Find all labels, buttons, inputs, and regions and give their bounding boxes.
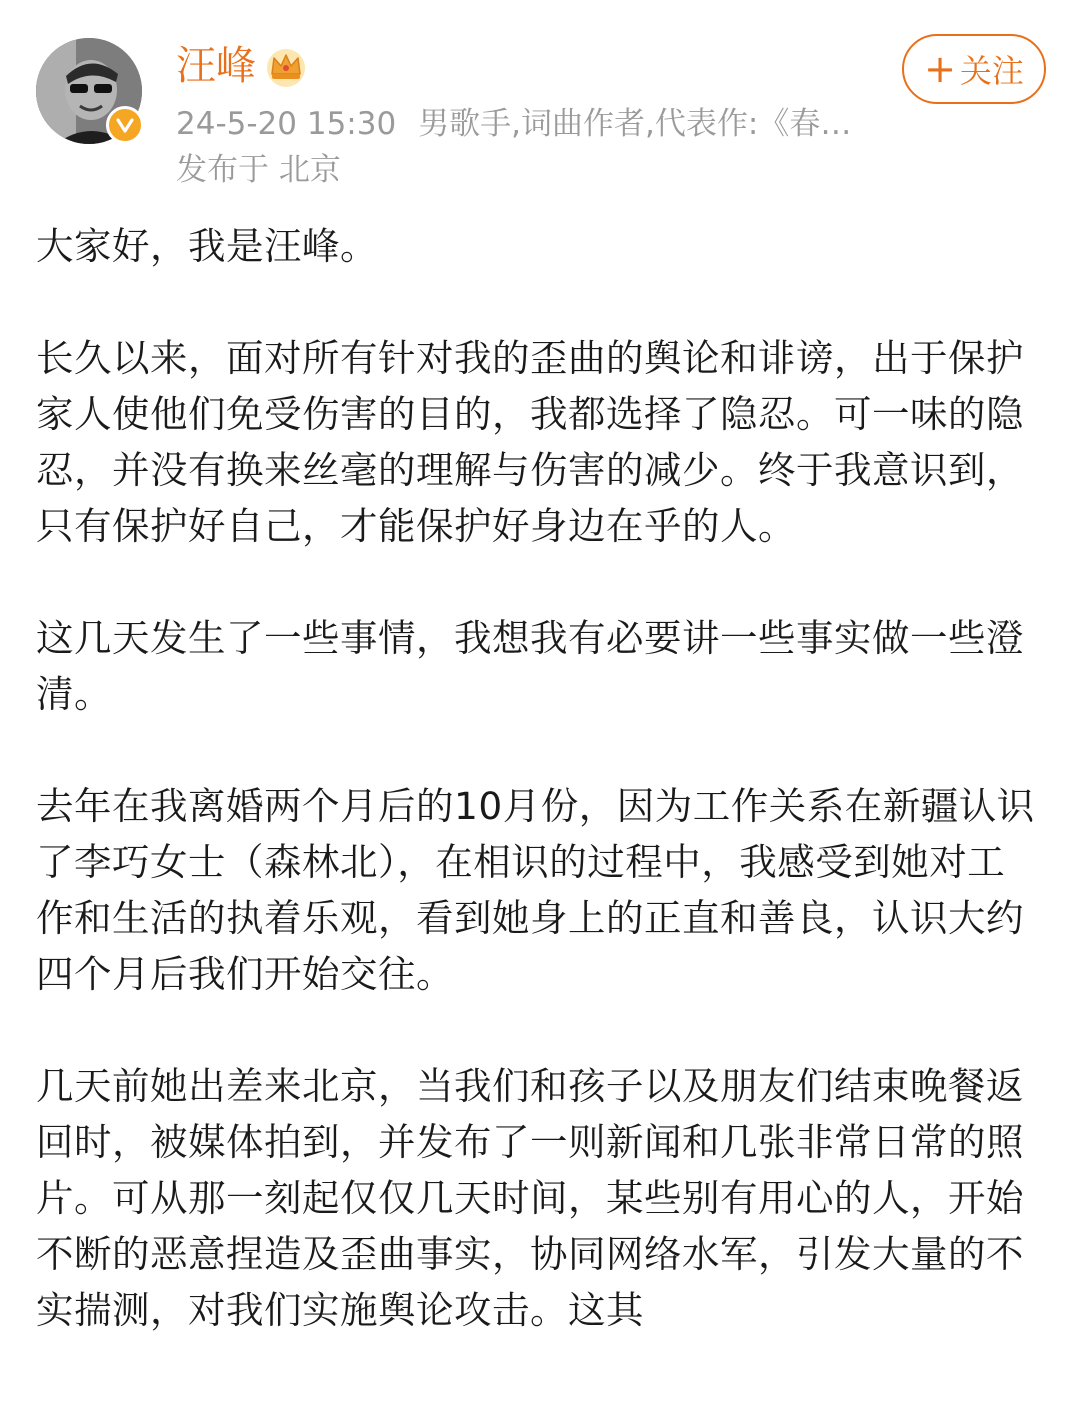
- post-paragraph: 这几天发生了一些事情，我想我有必要讲一些事实做一些澄清。: [36, 616, 1024, 716]
- user-name[interactable]: 汪峰: [176, 43, 256, 89]
- verified-badge-icon: [106, 106, 144, 144]
- crown-icon: [262, 44, 310, 88]
- post-paragraph: 大家好，我是汪峰。: [36, 224, 378, 268]
- follow-button[interactable]: [902, 34, 1046, 104]
- post-paragraph: 去年在我离婚两个月后的10月份，因为工作关系在新疆认识了李巧女士（森林北），在相识的过程中，我感受到她对工作和生活的执着乐观，看到她身上的正直和善良，认识大约四个月后我们开始交往。: [36, 784, 1035, 996]
- post-meta: [176, 104, 876, 144]
- user-bio: 男歌手,词曲作者,代表作:《春…: [418, 106, 852, 142]
- post-paragraph: 几天前她出差来北京，当我们和孩子以及朋友们结束晚餐返回时，被媒体拍到，并发布了一则新闻和几张非常日常的照片。可从那一刻起仅仅几天时间，某些别有用心的人，开始不断的恶意捏造及歪曲事实，协同网络水军，引发大量的不实揣测，对我们实施舆论攻击。这其: [36, 1064, 1024, 1332]
- post-location: 发布于 北京: [176, 152, 341, 188]
- plus-icon: +: [924, 47, 956, 91]
- post-header: [0, 0, 1080, 210]
- post-paragraph: 长久以来，面对所有针对我的歪曲的舆论和诽谤，出于保护家人使他们免受伤害的目的，我都选择了隐忍。可一味的隐忍，并没有换来丝毫的理解与伤害的减少。终于我意识到，只有保护好自己，才能保护好身边在乎的人。: [36, 336, 1024, 548]
- follow-label: 关注: [959, 52, 1024, 90]
- post-content: [36, 218, 1036, 1394]
- post-timestamp: 24-5-20 15:30: [176, 106, 397, 142]
